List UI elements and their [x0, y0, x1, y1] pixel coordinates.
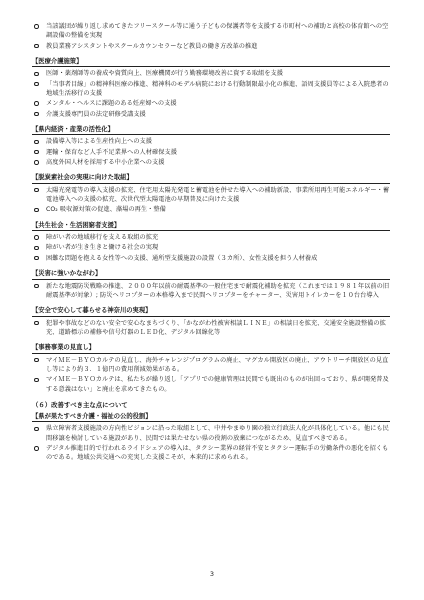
subsection-heading-improve: 【県が果たすべき介護・福祉の公的役割】	[32, 412, 390, 423]
subsection-heading-decarbon: 【脱炭素社会の実現に向けた取組】	[32, 173, 390, 184]
list-item-text: 「当事者目線」の精神科医療の推進、精神科のモデル病院における行動制限最小化の推進、語周支援員等による入院患者の地域生活移行の支援	[46, 80, 389, 97]
circle-bullet-icon	[34, 112, 39, 117]
subsection-heading-safety: 【安全で安心して暮らせる神奈川の実現】	[32, 306, 390, 317]
list-item	[34, 99, 390, 108]
list-item	[34, 42, 390, 51]
list-item	[34, 80, 390, 99]
list-item	[34, 158, 390, 167]
circle-bullet-icon	[34, 427, 39, 432]
list-item	[34, 137, 390, 146]
list-item-text: 当該議団が繰り返し求めてきたフリースクール等に通う子どもの保護者等を支援する市町村への補助と高校の体育館への空調設備の整備を実現	[46, 23, 389, 40]
list-item-text: 医師・薬剤師等の養成や資質向上、医療機関が行う勤務環境改善に資する取組を支援	[46, 70, 284, 78]
list-item	[34, 243, 390, 252]
circle-bullet-icon	[34, 284, 39, 289]
list-item-text: 教員業務アシスタントやスクールカウンセラーなど教員の働き方改革の推進	[46, 42, 258, 50]
list-item	[34, 205, 390, 214]
circle-bullet-icon	[34, 321, 39, 326]
list-item-text: 高度外国人材を採用する中小企業への支援	[46, 158, 165, 166]
list-item	[34, 233, 390, 242]
list-item-text: 新たな地震防災戦略の推進、２０００年以前の耐震基準の一般住宅まで耐震化補助を拡充（これまでは１９８１年以前の旧耐震基準が対象）; 防災ヘリコプターの本格導入まで民間ヘリコプターをチャーター、災害用トイレカーを１０台台導入	[46, 282, 390, 299]
subsection-heading-medical: 【医療介護施策】	[32, 57, 390, 68]
list-item-text: デジタル推進目的で行われるライドシェアの導入は、タクシー業界の経営不安とタクシー運転手の労働条件の悪化を招くものである。地域公共交通への充実した支援こそが、本来的に求められる。	[46, 445, 389, 462]
subsection-heading-coexist: 【共生社会・生活困窮者支援】	[32, 221, 390, 232]
list-item-text: 県立障害者支援施設の方向性ビジョンに沿った取組として、中井やまゆり園の独立行政法人化が具体化している。他にも民間移譲を検討している施設があり、民間では果たせない県の役割の放棄につながるため、見直すべきである。	[46, 425, 389, 442]
list-item	[34, 148, 390, 157]
list-item-text: 障がい者が生き生きと働ける社会の実現	[46, 244, 159, 252]
circle-bullet-icon	[34, 235, 39, 240]
circle-bullet-icon	[34, 140, 39, 145]
subsection-heading-economy: 【県内経済・産業の活性化】	[32, 125, 390, 136]
circle-bullet-icon	[34, 358, 39, 363]
list-item	[34, 110, 390, 119]
section-heading-improve: （６）改善すべき主な点について	[32, 400, 128, 409]
circle-bullet-icon	[34, 208, 39, 213]
list-item-text: CO₂ 吸収源対策の促進、藻場の再生・整備	[46, 206, 166, 214]
list-item-text: 運輸・保育など人手不足業界への人材確保支援	[46, 148, 177, 156]
page-number: 3	[209, 570, 215, 578]
list-item	[34, 69, 390, 78]
list-item-text: 介護支援専門員の法定研修受講支援	[46, 110, 146, 118]
list-item	[34, 22, 390, 41]
list-item-text: マイＭＥ－ＢＹＯカルテの見直し、海外チャレンジプログラムの廃止、マグカル開放区の廃止、アウトリーチ開放区の見直し等により約３．１億円の費用削減効果がある。	[46, 356, 389, 374]
circle-bullet-icon	[34, 101, 39, 106]
list-item-text: メンタル・ヘルスに課題のある妊産婦への支援	[46, 100, 177, 108]
circle-bullet-icon	[34, 150, 39, 155]
subsection-heading-review: 【事務事業の見直し】	[32, 343, 390, 354]
list-item	[34, 186, 390, 205]
circle-bullet-icon	[34, 256, 39, 261]
circle-bullet-icon	[34, 82, 39, 87]
list-item-text: 困難な問題を抱える女性等への支援、通所型支援施設の設置（３カ所）、女性支援を担う人材養成	[46, 254, 318, 262]
document-body	[34, 22, 390, 464]
circle-bullet-icon	[34, 246, 39, 251]
list-item	[34, 444, 390, 463]
list-item-text: 犯罪や事故などのない安全で安心なまちづくり、「かながわ性被害相談ＬＩＮＥ」の相談日を拡充、交通安全施設整備の拡充、道路標示の補修や信号灯器のＬＥＤ化、デジタル回線化等	[46, 319, 386, 336]
list-item	[34, 254, 390, 263]
circle-bullet-icon	[34, 378, 39, 383]
list-item	[34, 319, 390, 338]
list-item-text: マイＭＥ－ＢＹＯカルテは、私たちが繰り返し「アプリでの健康管理は民間でも既出のものが出回っており、県が開発普及する意義はない」と廃止を求めてきたもの。	[46, 376, 389, 393]
list-item-text: 設備導入等による生産性向上への支援	[46, 138, 153, 146]
list-item	[34, 375, 390, 394]
circle-bullet-icon	[34, 44, 39, 49]
circle-bullet-icon	[34, 188, 39, 193]
list-item	[34, 282, 390, 301]
list-item-text: 障がい者の地域移行を支える取組の拡充	[46, 234, 159, 242]
list-item-text: 太陽光発電等の導入支援の拡充、住宅用太陽光発電と蓄電池を併せた導入への補助新設、事業所用再生可能エネルギー・蓄電池導入への支援の拡充、次世代型太陽電池の早期普及に向けた支援	[46, 186, 390, 204]
list-item	[34, 356, 390, 375]
circle-bullet-icon	[34, 72, 39, 77]
list-item	[34, 424, 390, 443]
circle-bullet-icon	[34, 446, 39, 451]
circle-bullet-icon	[34, 24, 39, 29]
subsection-heading-disaster: 【災害に強いかながわ】	[32, 269, 390, 280]
circle-bullet-icon	[34, 160, 39, 165]
